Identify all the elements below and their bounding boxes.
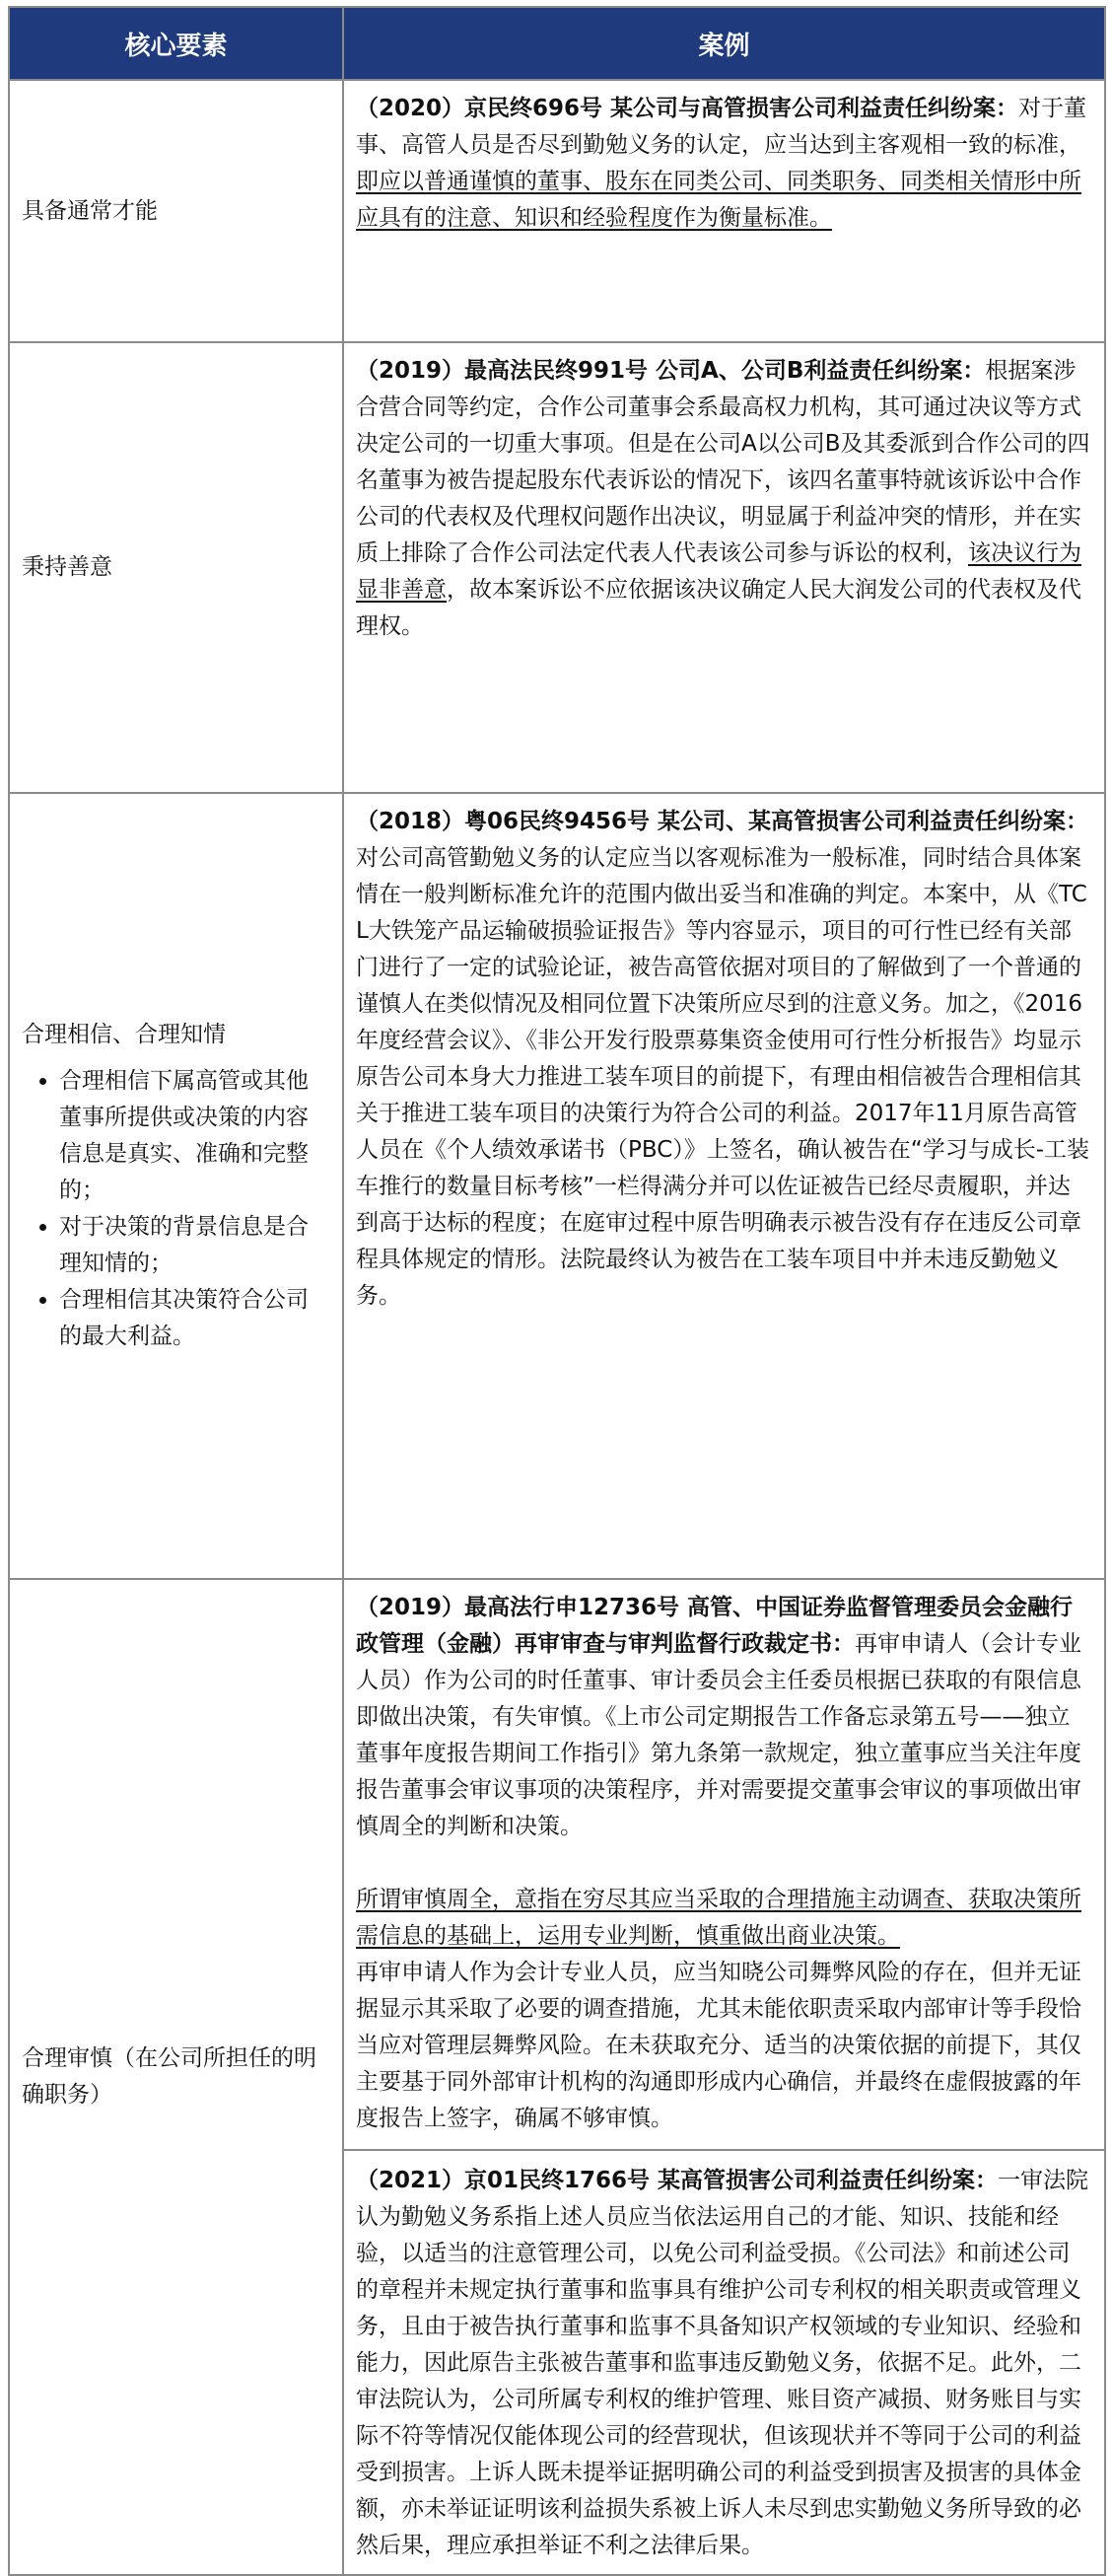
case-cell (343, 80, 1105, 342)
table-row (9, 1579, 1105, 2575)
element-label: 合理相信、合理知情 (22, 1022, 226, 1047)
case-text: 一审法院认为勤勉义务系指上述人员应当依法运用自己的才能、知识、技能和经验，以适当的注意管理公司，以免公司利益受损。《公司法》和前述公司的章程并未规定执行董事和监事具有维护公司专利权的相关职责或管理义务，且由于被告执行董事和监事不具备知识产权领域的专业知识、经验和能力，因此原告主张被告董事和监事违反勤勉义务，依据不足。此外，二审法院认为，公司所属专利权的维护管理、账目资产减损、财务账目与实际不符等情况仅能体现公司的经营现状，但该现状并不等同于公司的利益受到损害。上诉人既未提举证据明确公司的利益受到损害及损害的具体金额，亦未举证证明该利益损失系被上诉人未尽到忠实勤勉义务所导致的必然后果，理应承担举证不利之法律后果。 (356, 2168, 1089, 2558)
paragraph-spacer (356, 1845, 1092, 1882)
list-item: • 合理相信其决策符合公司的最大利益。 (59, 1282, 330, 1355)
list-item: • 合理相信下属高管或其他董事所提供或决策的内容信息是真实、准确和完整的； (59, 1063, 330, 1209)
case-cell (343, 342, 1105, 793)
case-text-underlined: 该决议行为显非善意 (356, 540, 1081, 603)
case-text: 对公司高管勤勉义务的认定应当以客观标准为一般标准，同时结合具体案情在一般判断标准允许的范围内做出妥当和准确的判定。本案中，从《TCL大铁笼产品运输破损验证报告》等内容显示，项目的可行性已经有关部门进行了一定的试验论证，被告高管依据对项目的了解做到了一个普通的谨慎人在类似情况及相同位置下决策所应尽到的注意义务。加之，《2016年度经营会议》、《非公开发行股票募集资金使用可行性分析报告》均显示原告公司本身大力推进工装车项目的前提下，有理由相信被告合理相信其关于推进工装车项目的决策行为符合公司的利益。2017年11月原告高管人员在《个人绩效承诺书（PBC）》上签名，确认被告在“学习与成长-工装车推行的数量目标考核”一栏得满分并可以佐证被告已经尽责履职，并达到高于达标的程度；在庭审过程中原告明确表示被告没有存在违反公司章程具体规定的情形。法院最终认为被告在工装车项目中并未违反勤勉义务。 (356, 845, 1090, 1309)
case-block (344, 2149, 1104, 2564)
header-cases: 案例 (343, 7, 1105, 80)
table-header-row (9, 7, 1105, 80)
case-text: 对于董事、高管人员是否尽到勤勉义务的认定，应当达到主客观相一致的标准， (356, 96, 1087, 158)
header-core-elements: 核心要素 (9, 7, 343, 80)
bullet-list (22, 1063, 330, 1355)
case-text-underlined: 即应以普通谨慎的董事、股东在同类公司、同类职务、同类相关情形中所应具有的注意、知识和经验程度作为衡量标准。 (356, 169, 1081, 231)
case-block (356, 1590, 1092, 2137)
case-text-underlined: 所谓审慎周全，意指在穷尽其应当采取的合理措施主动调查、获取决策所需信息的基础上，运用专业判断，慎重做出商业决策。 (356, 1887, 1081, 1949)
case-text: 再审申请人作为会计专业人员，应当知晓公司舞弊风险的存在，但并无证据显示其采取了必要的调查措施，尤其未能依职责采取内部审计等手段恰当应对管理层舞弊风险。在未获取充分、适当的决策依据的前提下，其仅主要基于同外部审计机构的沟通即形成内心确信，并最终在虚假披露的年度报告上签字，确属不够审慎。 (356, 1960, 1081, 2131)
case-text: ，故本案诉讼不应依据该决议确定人民大润发公司的代表权及代理权。 (356, 577, 1081, 639)
list-item: • 对于决策的背景信息是合理知情的； (59, 1209, 330, 1282)
table-row (9, 80, 1105, 342)
element-label: 秉持善意 (9, 342, 343, 793)
case-title: （2018）粤06民终9456号 某公司、某高管损害公司利益责任纠纷案： (356, 809, 1089, 834)
case-title: （2019）最高法民终991号 公司A、公司B利益责任纠纷案： (356, 358, 986, 384)
element-label: 合理审慎（在公司所担任的明确职务） (9, 1579, 343, 2575)
case-cell (343, 793, 1105, 1579)
element-label: 具备通常才能 (9, 80, 343, 342)
case-title: （2019）最高法行申12736号 高管、中国证券监督管理委员会金融行政管理（金融）再审审查与审判监督行政裁定书： (356, 1595, 1074, 1657)
table-row (9, 342, 1105, 793)
table-row (9, 793, 1105, 1579)
case-table (8, 6, 1106, 2576)
case-text: 根据案涉合营合同等约定，合作公司董事会系最高权力机构，其可通过决议等方式决定公司的一切重大事项。但是在公司A以公司B及其委派到合作公司的四名董事为被告提起股东代表诉讼的情况下，该四名董事特就该诉讼中合作公司的代表权及代理权问题作出决议，明显属于利益冲突的情形，并在实质上排除了合作公司法定代表人代表该公司参与诉讼的权利， (356, 358, 1090, 566)
element-cell (9, 793, 343, 1579)
case-title: （2020）京民终696号 某公司与高管损害公司利益责任纠纷案： (356, 96, 1019, 121)
case-title: （2021）京01民终1766号 某高管损害公司利益责任纠纷案： (356, 2168, 999, 2193)
case-text: 再审申请人（会计专业人员）作为公司的时任董事、审计委员会主任委员根据已获取的有限信息即做出决策，有失审慎。《上市公司定期报告工作备忘录第五号——独立董事年度报告期间工作指引》第九条第一款规定，独立董事应当关注年度报告董事会审议事项的决策程序，并对需要提交董事会审议的事项做出审慎周全的判断和决策。 (356, 1631, 1081, 1839)
case-cell (343, 1579, 1105, 2575)
